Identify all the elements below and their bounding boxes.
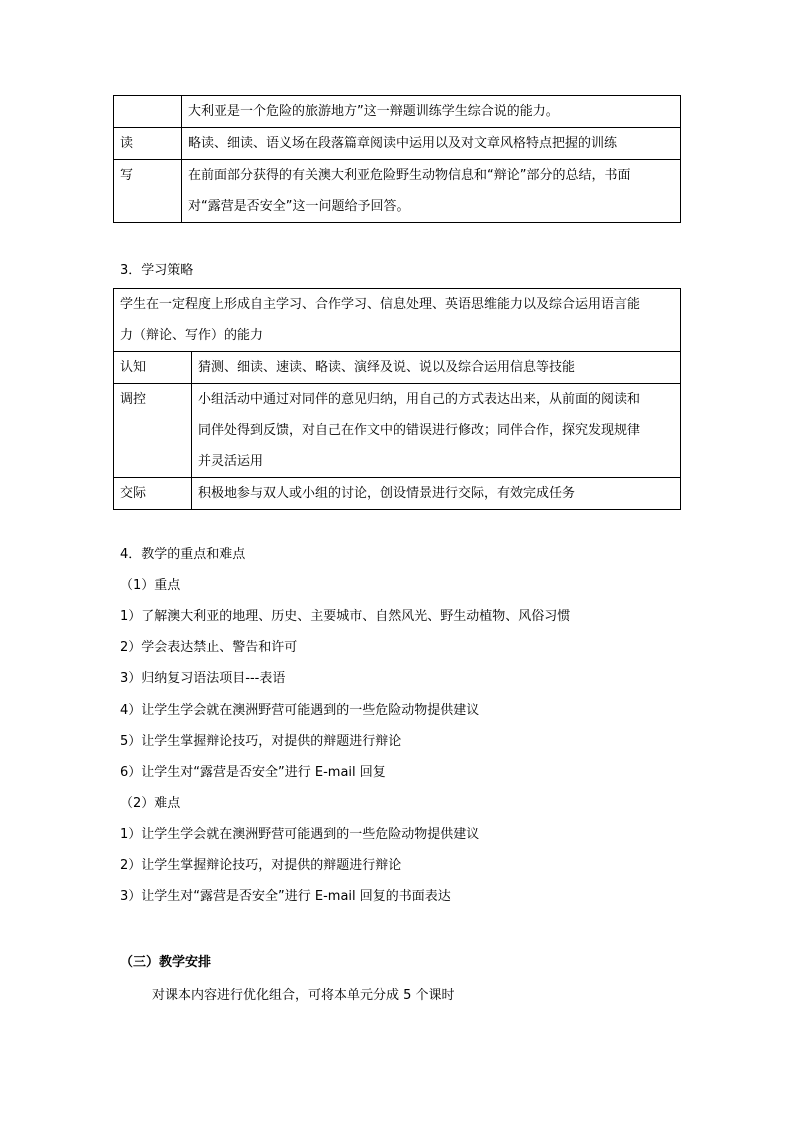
row-text: 在前面部分获得的有关澳大利亚危险野生动物信息和“辩论”部分的总结，书面: [188, 168, 631, 183]
list-item: 5）让学生掌握辩论技巧，对提供的辩题进行辩论: [120, 734, 402, 749]
header-text: 学生在一定程度上形成自主学习、合作学习、信息处理、英语思维能力以及综合运用语言能: [120, 297, 641, 312]
row-text: 猜测、细读、速读、略读、演绎及说、说以及综合运用信息等技能: [198, 360, 576, 375]
table-row: [114, 128, 681, 160]
row-content: [192, 478, 681, 510]
list-item: 3）归纳复习语法项目---表语: [120, 671, 286, 686]
row-label: 交际: [114, 478, 192, 510]
row-label: 写: [114, 160, 182, 223]
list-item: 6）让学生对“露营是否安全”进行 E-mail 回复: [120, 765, 386, 780]
row-label: 读: [114, 128, 182, 160]
strategy-table: [113, 288, 681, 510]
row-content: [182, 128, 681, 160]
row-text: 略读、细读、语义场在段落篇章阅读中运用以及对文章风格特点把握的训练: [188, 136, 618, 151]
row-content: [182, 160, 681, 223]
list-item: 4）让学生学会就在澳洲野营可能遇到的一些危险动物提供建议: [120, 703, 480, 718]
section-title: 4．教学的重点和难点: [120, 547, 246, 562]
row-text: 对“露营是否安全”这一问题给予回答。: [188, 199, 410, 214]
section-heading: （三）教学安排: [120, 955, 212, 970]
row-content: [192, 352, 681, 384]
row-label: 调控: [114, 384, 192, 478]
row-content: [182, 96, 681, 128]
row-text: 同伴处得到反馈，对自己在作文中的错误进行修改；同伴合作，探究发现规律: [198, 423, 641, 438]
row-text: 并灵活运用: [198, 454, 264, 469]
subsection-title: （2）难点: [120, 796, 181, 811]
table-header-row: [114, 289, 681, 352]
row-text: 积极地参与双人或小组的讨论，创设情景进行交际，有效完成任务: [198, 486, 576, 501]
table-row: [114, 96, 681, 128]
list-item: 1）了解澳大利亚的地理、历史、主要城市、自然风光、野生动植物、风俗习惯: [120, 609, 571, 624]
table-header: [114, 289, 681, 352]
table-row: [114, 384, 681, 478]
header-text: 力（辩论、写作）的能力: [120, 328, 264, 343]
list-item: 1）让学生学会就在澳洲野营可能遇到的一些危险动物提供建议: [120, 827, 480, 842]
skills-table: [113, 95, 681, 223]
row-text: 小组活动中通过对同伴的意见归纳，用自己的方式表达出来，从前面的阅读和: [198, 392, 641, 407]
table-row: [114, 478, 681, 510]
list-item: 2）让学生掌握辩论技巧，对提供的辩题进行辩论: [120, 858, 402, 873]
list-item: 3）让学生对“露营是否安全”进行 E-mail 回复的书面表达: [120, 889, 451, 904]
table-row: [114, 352, 681, 384]
row-content: [192, 384, 681, 478]
paragraph: 对课本内容进行优化组合，可将本单元分成 5 个课时: [152, 988, 455, 1003]
table-row: [114, 160, 681, 223]
subsection-title: （1）重点: [120, 578, 181, 593]
section-title: 3．学习策略: [120, 263, 194, 278]
list-item: 2）学会表达禁止、警告和许可: [120, 640, 298, 655]
row-label: 认知: [114, 352, 192, 384]
row-text: 大利亚是一个危险的旅游地方”这一辩题训练学生综合说的能力。: [188, 104, 559, 119]
row-label: [114, 96, 182, 128]
